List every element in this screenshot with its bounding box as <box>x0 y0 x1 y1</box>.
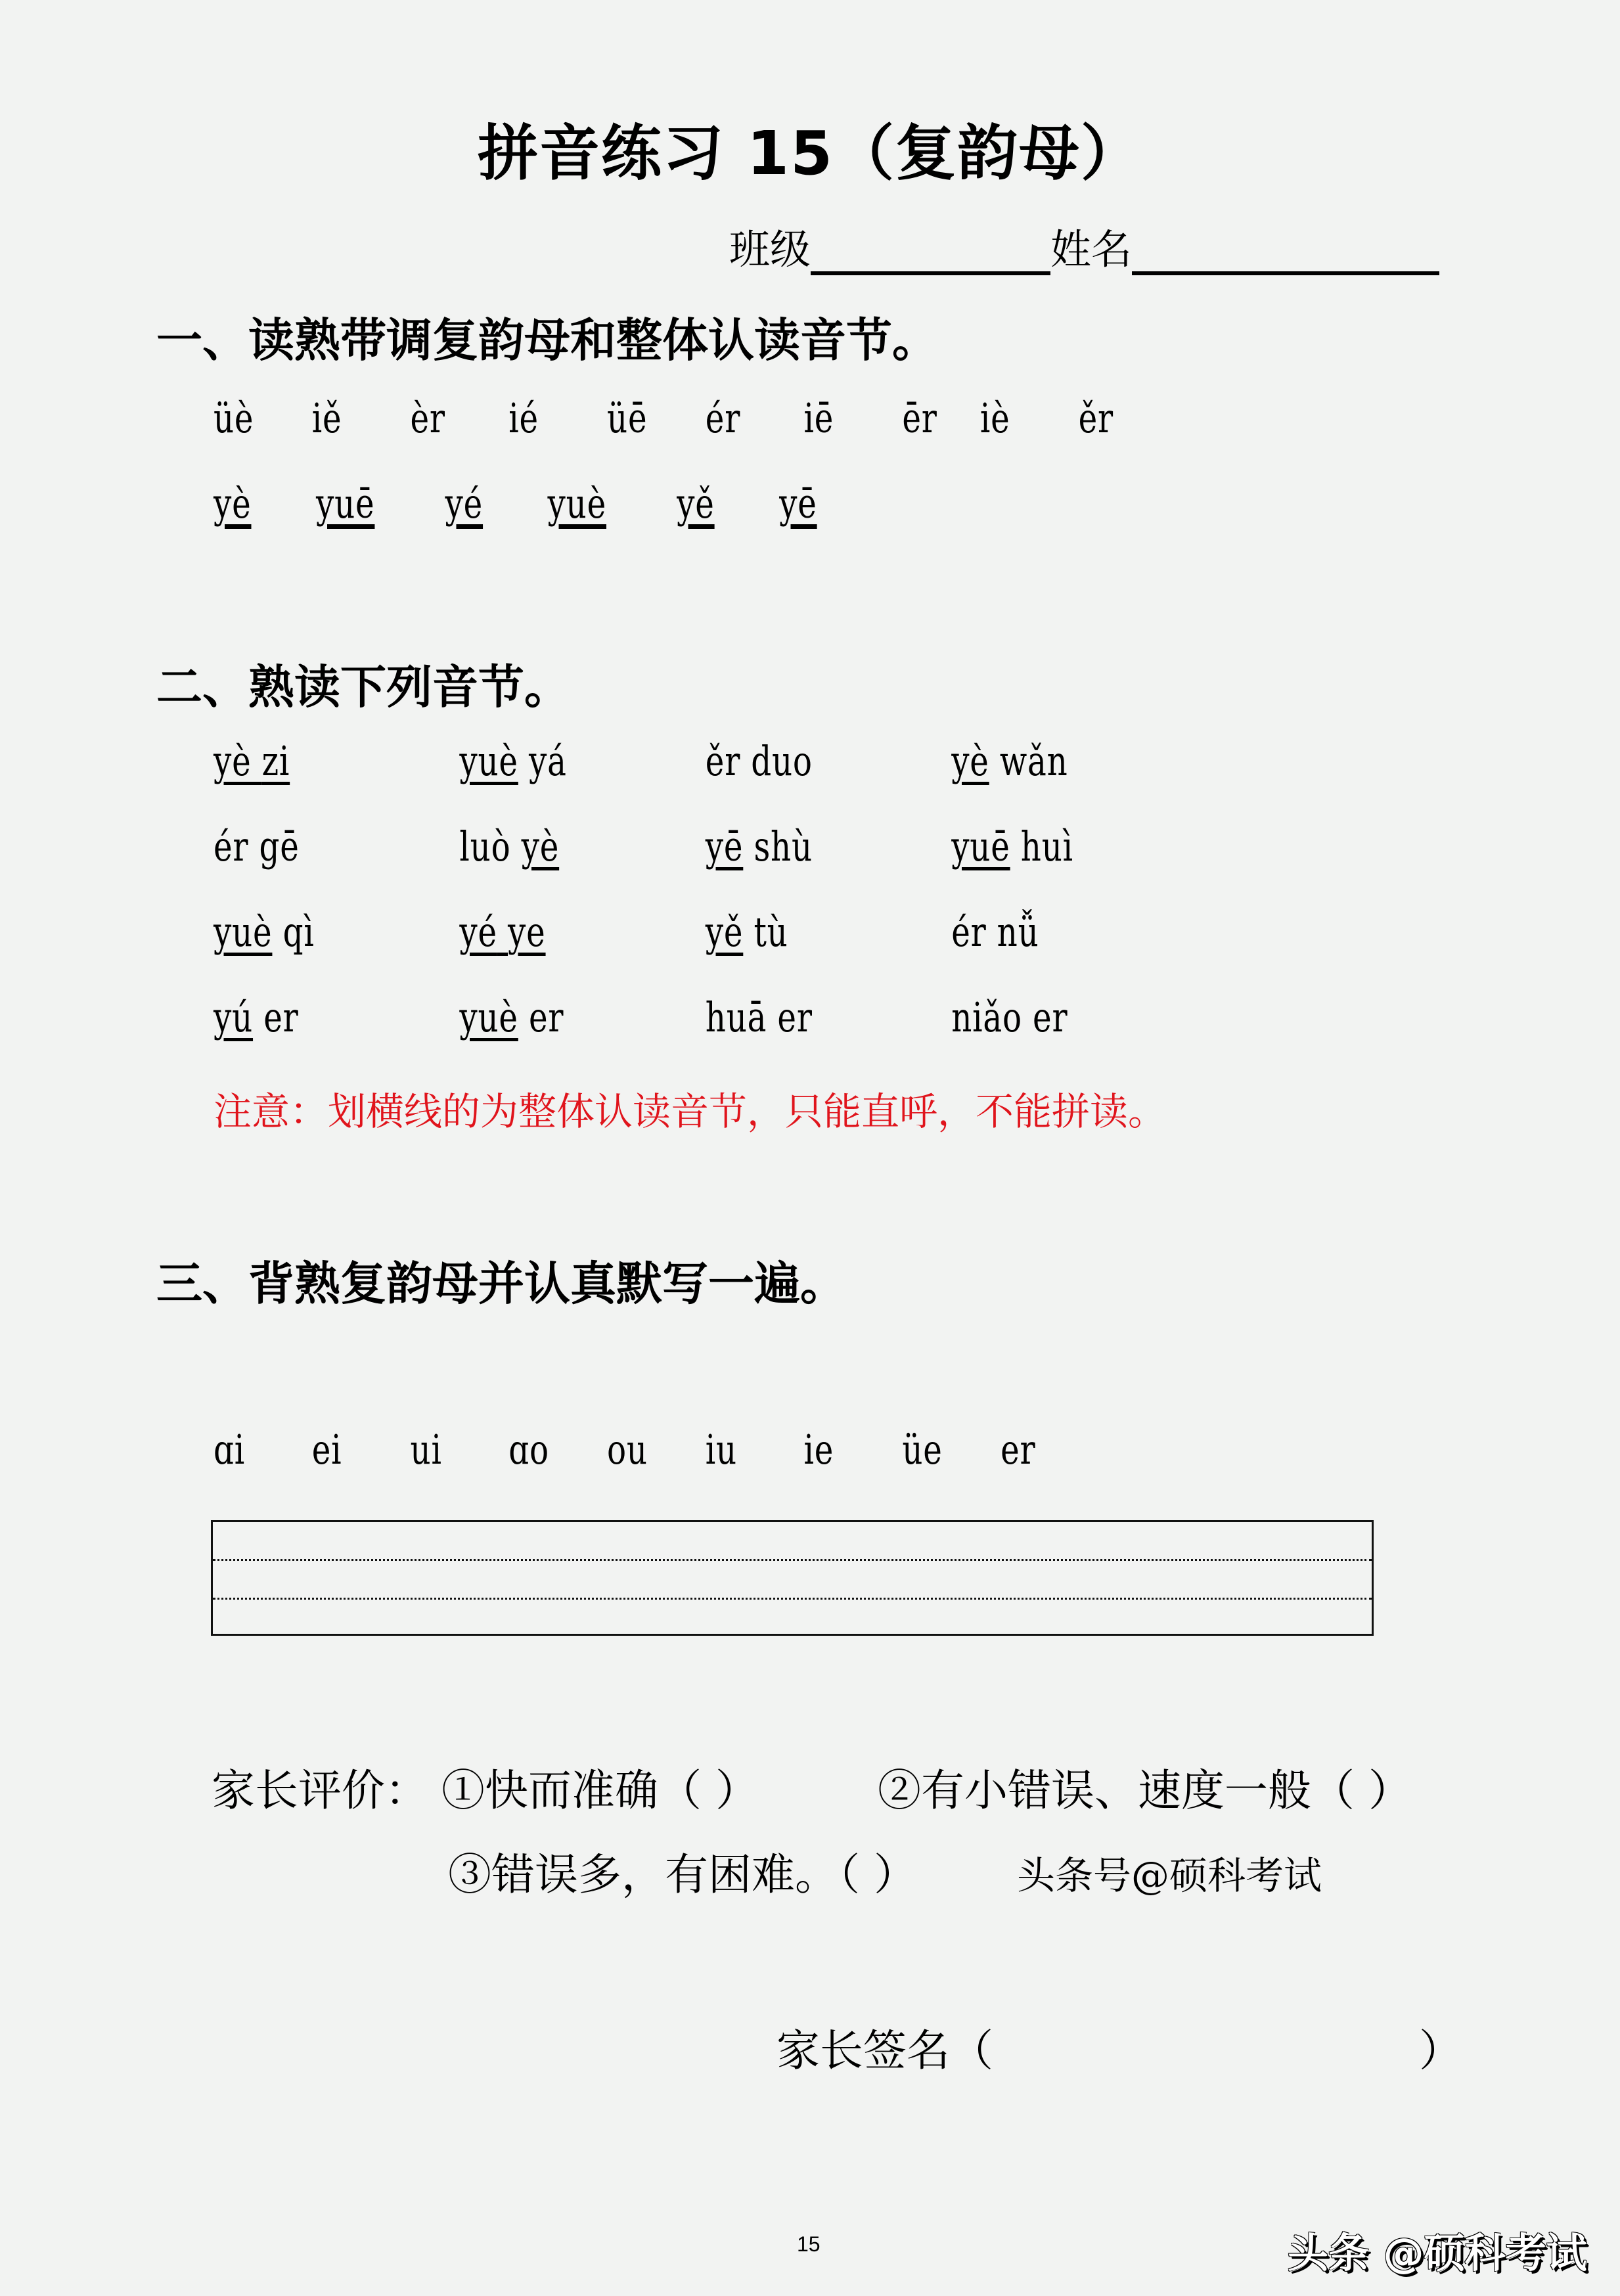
syllable: luò <box>459 822 511 870</box>
syllable: ér <box>951 908 987 956</box>
pinyin-item: iě <box>311 394 342 442</box>
pinyin-item: ié <box>508 394 539 442</box>
class-field[interactable] <box>811 235 1050 275</box>
syllable: yuè <box>459 993 518 1041</box>
pinyin-item: üē <box>607 394 648 442</box>
syllable: yě <box>705 908 744 956</box>
pinyin-item: yè <box>214 480 252 528</box>
syllable-pair <box>706 737 951 785</box>
final-item: ie <box>803 1426 834 1474</box>
pinyin-item: ér <box>705 394 741 442</box>
page-number: 15 <box>797 2232 821 2256</box>
guide-line <box>213 1598 1372 1600</box>
syllable: yuē <box>951 822 1010 870</box>
pinyin-item: èr <box>410 394 445 442</box>
syllable: qì <box>282 908 315 956</box>
final-item: ei <box>311 1426 342 1474</box>
parent-evaluation-label: 家长评价： <box>212 1765 428 1816</box>
syllable: er <box>777 993 813 1041</box>
guide-line <box>213 1559 1372 1561</box>
final-item: ɑi <box>214 1426 245 1474</box>
writing-box[interactable] <box>211 1520 1374 1636</box>
note-text: 注意：划横线的为整体认读音节，只能直呼，不能拼读。 <box>214 1089 1167 1134</box>
signature-close-paren: ） <box>1419 2025 1462 2076</box>
pinyin-item: ěr <box>1078 394 1114 442</box>
syllable: zi <box>261 737 290 785</box>
syllable-pair <box>214 737 459 785</box>
parent-signature-field[interactable] <box>1051 2015 1419 2068</box>
syllable: ye <box>508 908 546 956</box>
syllable: gē <box>259 822 300 870</box>
syllable: er <box>263 993 299 1041</box>
class-label: 班级 <box>729 225 811 273</box>
section1-row1 <box>214 394 1114 442</box>
syllable-pair <box>459 822 705 870</box>
evaluation-option-3[interactable]: ③错误多，有困难。（ ） <box>448 1849 917 1900</box>
section2-row <box>214 822 1073 870</box>
syllable-pair <box>706 993 951 1041</box>
final-item: iu <box>705 1426 737 1474</box>
syllable-pair <box>951 993 1068 1041</box>
section1-row2-whole-syllables <box>214 480 817 528</box>
syllable-pair <box>214 993 459 1041</box>
syllable: wǎn <box>999 737 1068 785</box>
final-item: ou <box>607 1426 648 1474</box>
pinyin-item: ēr <box>902 394 937 442</box>
syllable: ér <box>214 822 249 870</box>
parent-signature-label: 家长签名（ <box>776 2025 993 2076</box>
syllable: shù <box>754 822 813 870</box>
pinyin-item: üè <box>214 394 254 442</box>
pinyin-item: iè <box>979 394 1010 442</box>
pinyin-item: iē <box>803 394 834 442</box>
syllable: niǎo <box>951 993 1022 1041</box>
pinyin-item: yē <box>779 480 817 528</box>
syllable-pair <box>706 822 951 870</box>
name-field[interactable] <box>1132 235 1439 275</box>
syllable: ěr <box>705 737 741 785</box>
syllable-pair <box>214 908 459 956</box>
pinyin-item: yuè <box>547 480 606 528</box>
syllable: nǚ <box>997 908 1039 956</box>
section1-heading: 一、读熟带调复韵母和整体认读音节。 <box>156 313 938 367</box>
final-item: ui <box>410 1426 442 1474</box>
evaluation-option-2[interactable]: ②有小错误、速度一般（ ） <box>878 1765 1412 1816</box>
syllable-pair <box>459 908 705 956</box>
section2-row <box>214 737 1068 785</box>
syllable-pair <box>214 822 459 870</box>
name-label: 姓名 <box>1050 225 1133 273</box>
syllable: tù <box>754 908 788 956</box>
syllable: yuè <box>214 908 273 956</box>
syllable: huì <box>1020 822 1073 870</box>
syllable: huā <box>705 993 767 1041</box>
section3-heading: 三、背熟复韵母并认真默写一遍。 <box>156 1257 846 1311</box>
student-info <box>729 217 1439 275</box>
syllable: yú <box>214 993 254 1041</box>
syllable-pair <box>951 822 1073 870</box>
syllable-pair <box>459 737 705 785</box>
syllable: er <box>528 993 564 1041</box>
pinyin-item: yuē <box>316 480 375 528</box>
section2-row <box>214 908 1039 956</box>
section2-heading: 二、熟读下列音节。 <box>156 660 570 714</box>
inline-watermark: 头条号@硕科考试 <box>1017 1853 1322 1898</box>
syllable: yē <box>705 822 744 870</box>
section2-row <box>214 993 1068 1041</box>
evaluation-option-1[interactable]: ①快而准确（ ） <box>441 1765 759 1816</box>
syllable-pair <box>951 908 1039 956</box>
syllable-pair <box>459 993 705 1041</box>
syllable: yá <box>528 737 567 785</box>
syllable: yè <box>521 822 560 870</box>
syllable: er <box>1033 993 1068 1041</box>
syllable: yè <box>951 737 989 785</box>
final-item: üe <box>902 1426 943 1474</box>
syllable: duo <box>751 737 813 785</box>
syllable-pair <box>951 737 1068 785</box>
footer-watermark: 头条 @硕科考试 <box>1288 2229 1587 2277</box>
final-item: er <box>1001 1426 1036 1474</box>
page-title: 拼音练习 15（复韵母） <box>477 118 1143 189</box>
pinyin-item: yé <box>445 480 484 528</box>
pinyin-item: yě <box>677 480 715 528</box>
syllable: yé <box>459 908 497 956</box>
syllable: yè <box>214 737 252 785</box>
finals-row <box>214 1426 1035 1474</box>
final-item: ɑo <box>508 1426 549 1474</box>
syllable: yuè <box>459 737 518 785</box>
syllable-pair <box>706 908 951 956</box>
